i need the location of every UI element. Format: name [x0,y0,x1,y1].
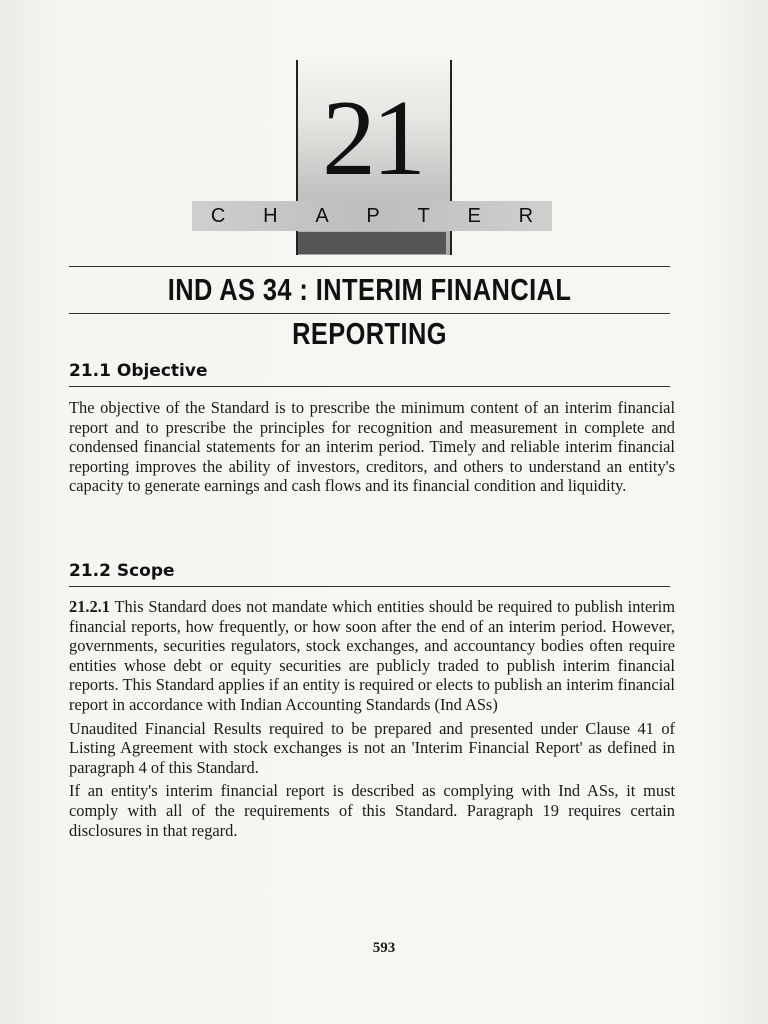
section-heading-objective: 21.1 Objective [69,361,208,381]
paragraph: The objective of the Standard is to prescribe the minimum content of an interim financial report and to prescribe the principles for recognition and measurement in complete and condensed financial statements for an interim period. Timely and reliable interim financial reporting improves the ability of investors, creditors, and others to understand an entity's capacity to generate earnings and cash flows and its financial condition and liquidity. [69,398,675,496]
chapter-number: 21 [322,79,422,198]
paragraph-text: This Standard does not mandate which entities should be required to publish interim financial reports, how frequently, or how soon after the end of an interim period. However, governments, securities regulators, stock exchanges, and accountancy bodies often require entities whose debt or equity securities are publicly traded to publish interim financial reports. This Standard applies if an entity is required or elects to publish an interim financial report in accordance with Indian Accounting Standards (Ind ASs) [69,597,675,714]
section-rule [69,386,670,387]
scope-text [69,597,675,844]
title-bottom-rule [69,313,670,314]
chapter-letter: P [366,204,380,227]
section-rule [69,586,670,587]
chapter-emblem-base [298,232,446,254]
title-top-rule [69,266,670,267]
paragraph: If an entity's interim financial report is described as complying with Ind ASs, it must comply with all of the requirements of this Standard. Paragraph 19 requires certain disclosures in that regard. [69,781,675,840]
paragraph [69,597,675,715]
paragraph-number: 21.2.1 [69,597,110,616]
chapter-letter: H [263,204,278,227]
section-heading-scope: 21.2 Scope [69,561,175,581]
objective-text [69,398,675,500]
chapter-title: IND AS 34 : INTERIM FINANCIAL REPORTING [167,272,572,351]
chapter-letter: C [210,204,226,227]
chapter-letter: E [467,204,481,227]
chapter-letter: A [315,204,329,227]
page-number: 593 [372,940,396,956]
chapter-word-band [192,201,552,231]
chapter-letter: R [518,204,534,227]
chapter-letter: T [417,204,430,227]
paragraph: Unaudited Financial Results required to be prepared and presented under Clause 41 of Listing Agreement with stock exchanges is not an 'Interim Financial Report' as defined in paragraph 4 of this Standard. [69,718,675,777]
